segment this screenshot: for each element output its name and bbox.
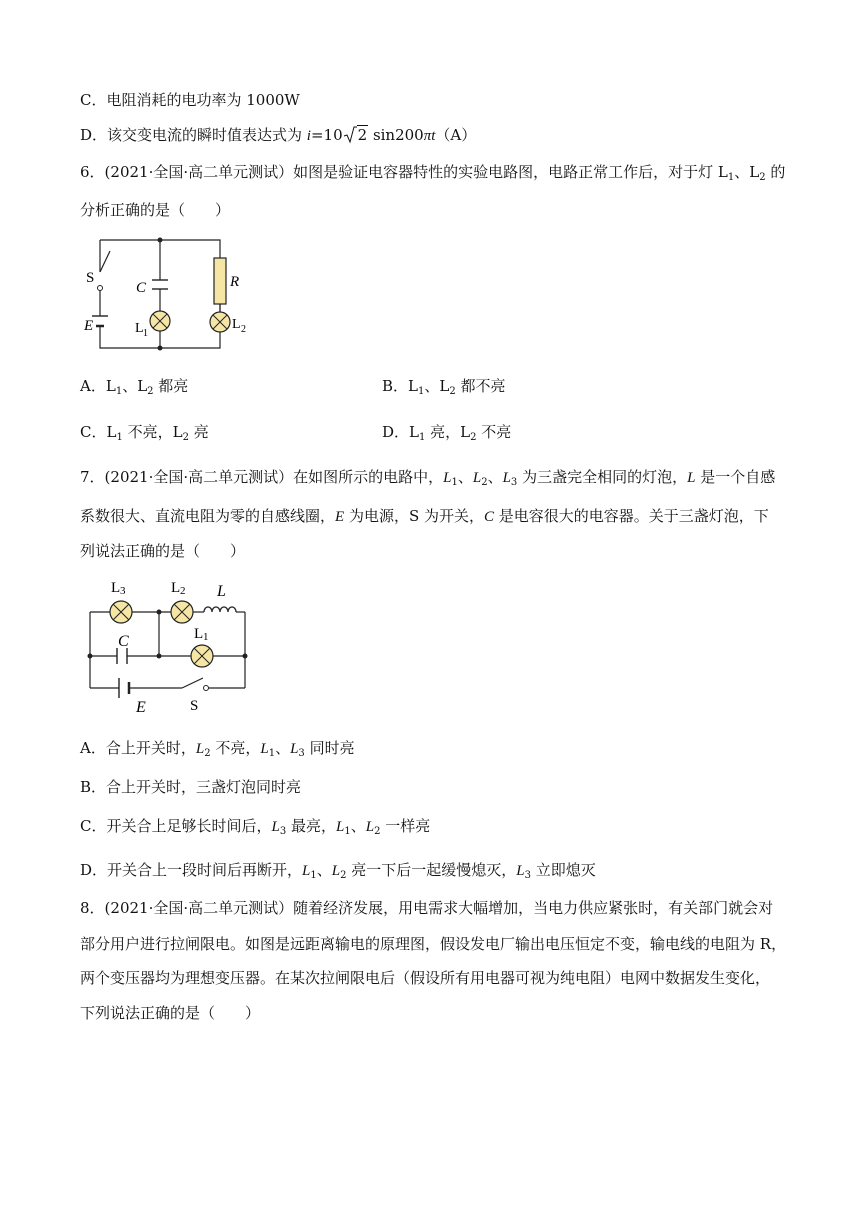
label-c: C	[136, 280, 147, 296]
junction-dot	[158, 238, 163, 243]
lamp-l3-icon	[110, 601, 132, 623]
q7-stem-line2	[80, 506, 769, 527]
opt-text: A．合上开关时，	[80, 739, 196, 757]
q7-stem-text: 7．(2021·全国·高二单元测试）在如图所示的电路中，	[80, 468, 444, 486]
inductor-coil-symbol	[204, 607, 236, 612]
q5-unit: （A）	[435, 126, 477, 144]
sep: 、	[350, 817, 366, 835]
opt-letter: B．	[382, 377, 409, 395]
sep: 、	[316, 861, 332, 879]
var-l: L	[516, 863, 525, 879]
sub: 1	[116, 432, 123, 443]
var-l: L	[331, 863, 341, 879]
label-l1: L	[194, 626, 204, 642]
q6-option-b	[382, 376, 506, 402]
sub: 1	[268, 748, 276, 759]
q7-option-a	[80, 738, 355, 764]
sub: 1	[418, 386, 425, 397]
q7-option-d	[80, 860, 596, 886]
sub: 3	[298, 748, 305, 759]
sqrt-radicand: 2	[357, 126, 368, 144]
var-l: L	[502, 470, 511, 486]
label-l3: L	[111, 580, 121, 596]
label-l1-sub: 1	[203, 631, 209, 643]
sqrt-symbol	[343, 124, 369, 145]
q6-circuit-diagram	[80, 236, 260, 356]
q6-stem-end: 的	[765, 163, 786, 181]
battery-symbol	[92, 316, 108, 326]
sub: 2	[374, 826, 381, 837]
sub: 1	[727, 172, 735, 183]
var-l: L	[290, 741, 299, 757]
sub: 1	[419, 432, 426, 443]
junction-dot	[158, 346, 163, 351]
var-l: L	[302, 863, 311, 879]
q6-option-c	[80, 422, 209, 448]
sub: 3	[510, 477, 518, 488]
q8-stem-line2: 部分用户进行拉闸限电。如图是远距离输电的原理图，假设发电厂输出电压恒定不变，输电线的电阻为 R，	[80, 935, 787, 953]
opt-text: 亮，L	[425, 423, 471, 441]
switch-contact	[204, 686, 209, 691]
junction-dot	[243, 654, 248, 659]
battery-symbol	[119, 678, 129, 698]
opt-text: 最亮，	[286, 817, 336, 835]
q7-stem-text: 系数很大、直流电阻为零的自感线圈，	[80, 507, 336, 525]
opt-letter: A．	[80, 377, 106, 395]
junction-dot	[157, 610, 162, 615]
opt-text: 亮	[188, 423, 209, 441]
resistor-symbol	[214, 258, 226, 304]
q7-option-b: B．合上开关时，三盏灯泡同时亮	[80, 778, 302, 796]
label-e: E	[136, 699, 146, 716]
opt-text: 、L	[122, 377, 148, 395]
junction-dot	[157, 654, 162, 659]
q7-stem-line1	[80, 467, 775, 493]
opt-letter: D．	[382, 423, 410, 441]
q8-stem-line1: 8．(2021·全国·高二单元测试）随着经济发展，用电需求大幅增加，当电力供应紧张时，有关部门就会对	[80, 899, 774, 917]
sub: 3	[524, 870, 531, 881]
opt-text: 亮一下后一起缓慢熄灭，	[346, 861, 517, 879]
q5-option-d	[80, 124, 476, 146]
q8-stem-line4: 下列说法正确的是（ ）	[80, 1004, 261, 1022]
q5-sin: sin200	[368, 126, 424, 144]
sep: 、	[457, 468, 473, 486]
opt-text: 都不亮	[455, 377, 506, 395]
sub: 2	[182, 432, 189, 443]
var-e: E	[335, 509, 345, 525]
opt-text: 都亮	[153, 377, 189, 395]
opt-text: 、L	[424, 377, 450, 395]
sub: 2	[481, 477, 488, 488]
q6-wires	[100, 240, 220, 348]
q6-stem-text: 6．(2021·全国·高二单元测试）如图是验证电容器特性的实验电路图，电路正常工作后，对于灯 L	[80, 163, 728, 181]
sep: 、	[275, 739, 291, 757]
var-pit: πt	[423, 128, 436, 144]
q5-option-d-text: D．该交变电流的瞬时值表达式为	[80, 126, 307, 144]
sub: 2	[204, 748, 211, 759]
lamp-l1-icon	[191, 645, 213, 667]
opt-text: L	[105, 377, 116, 395]
q7-stem-text: 是电容很大的电容器。关于三盏灯泡，下	[494, 507, 769, 525]
label-l1: L	[135, 321, 144, 336]
var-l: L	[335, 819, 345, 835]
opt-text: 不亮，L	[122, 423, 183, 441]
opt-text: 不亮，	[210, 739, 261, 757]
q6-stem-line2: 分析正确的是（ ）	[80, 201, 231, 219]
sub: 3	[279, 826, 287, 837]
sub: 1	[451, 477, 458, 488]
var-l: L	[271, 819, 280, 835]
sub: 2	[449, 386, 456, 397]
q7-stem-text: 是一个自感	[695, 468, 776, 486]
label-e: E	[84, 318, 94, 334]
capacitor-symbol	[117, 648, 127, 664]
var-l: L	[195, 741, 205, 757]
sub: 2	[470, 432, 477, 443]
label-s: S	[86, 270, 95, 286]
q7-stem-line3: 列说法正确的是（ ）	[80, 542, 246, 560]
label-c: C	[118, 633, 129, 650]
q6-option-a	[80, 376, 188, 402]
var-c: C	[484, 509, 495, 525]
label-l2: L	[171, 580, 181, 596]
sub: 1	[344, 826, 351, 837]
q5-option-c: C．电阻消耗的电功率为 1000W	[80, 91, 300, 109]
var-l: L	[365, 819, 375, 835]
label-l3-sub: 3	[120, 585, 126, 597]
opt-text: 不亮	[476, 423, 512, 441]
label-l2-sub: 2	[241, 324, 246, 335]
q6-stem-mid: 、L	[734, 163, 760, 181]
var-l: L	[472, 470, 482, 486]
label-s: S	[190, 698, 199, 714]
opt-letter: C．	[80, 423, 107, 441]
opt-text: L	[408, 377, 418, 395]
var-l: L	[687, 470, 696, 486]
sub: 2	[340, 870, 347, 881]
var-l: L	[260, 741, 269, 757]
capacitor-symbol	[152, 280, 168, 289]
sub: 2	[147, 386, 154, 397]
lamp-l2-icon	[171, 601, 193, 623]
opt-text: L	[409, 423, 419, 441]
label-l1-sub: 1	[143, 328, 148, 339]
label-r: R	[230, 274, 240, 290]
opt-text: D．开关合上一段时间后再断开，	[80, 861, 303, 879]
switch-contact	[98, 286, 103, 291]
label-l2: L	[232, 317, 241, 332]
opt-text: 一样亮	[380, 817, 431, 835]
junction-dot	[88, 654, 93, 659]
q6-stem-line1	[80, 162, 785, 188]
q8-stem-line3: 两个变压器均为理想变压器。在某次拉闸限电后（假设所有用电器可视为纯电阻）电网中数据发生变化，	[80, 969, 771, 987]
q7-wires	[90, 612, 245, 688]
q7-option-c	[80, 816, 430, 842]
q7-circuit-diagram	[80, 572, 260, 722]
q5-eq: =10	[310, 126, 343, 144]
lamp-l2-icon	[210, 312, 230, 332]
lamp-l1-icon	[150, 311, 170, 331]
opt-text: L	[106, 423, 117, 441]
sub: 1	[310, 870, 317, 881]
q7-stem-text: 为三盏完全相同的灯泡，	[517, 468, 688, 486]
opt-text: 同时亮	[304, 739, 355, 757]
sub: 2	[759, 172, 766, 183]
q7-stem-text: 为电源，S 为开关，	[344, 507, 485, 525]
opt-text: C．开关合上足够长时间后，	[80, 817, 272, 835]
var-l: L	[443, 470, 452, 486]
opt-text: 立即熄灭	[530, 861, 596, 879]
var-i: i	[306, 128, 311, 144]
label-l-inductor: L	[217, 583, 226, 600]
q6-option-d	[382, 422, 511, 448]
sub: 1	[115, 386, 123, 397]
label-l2-sub: 2	[180, 585, 186, 597]
sep: 、	[487, 468, 503, 486]
